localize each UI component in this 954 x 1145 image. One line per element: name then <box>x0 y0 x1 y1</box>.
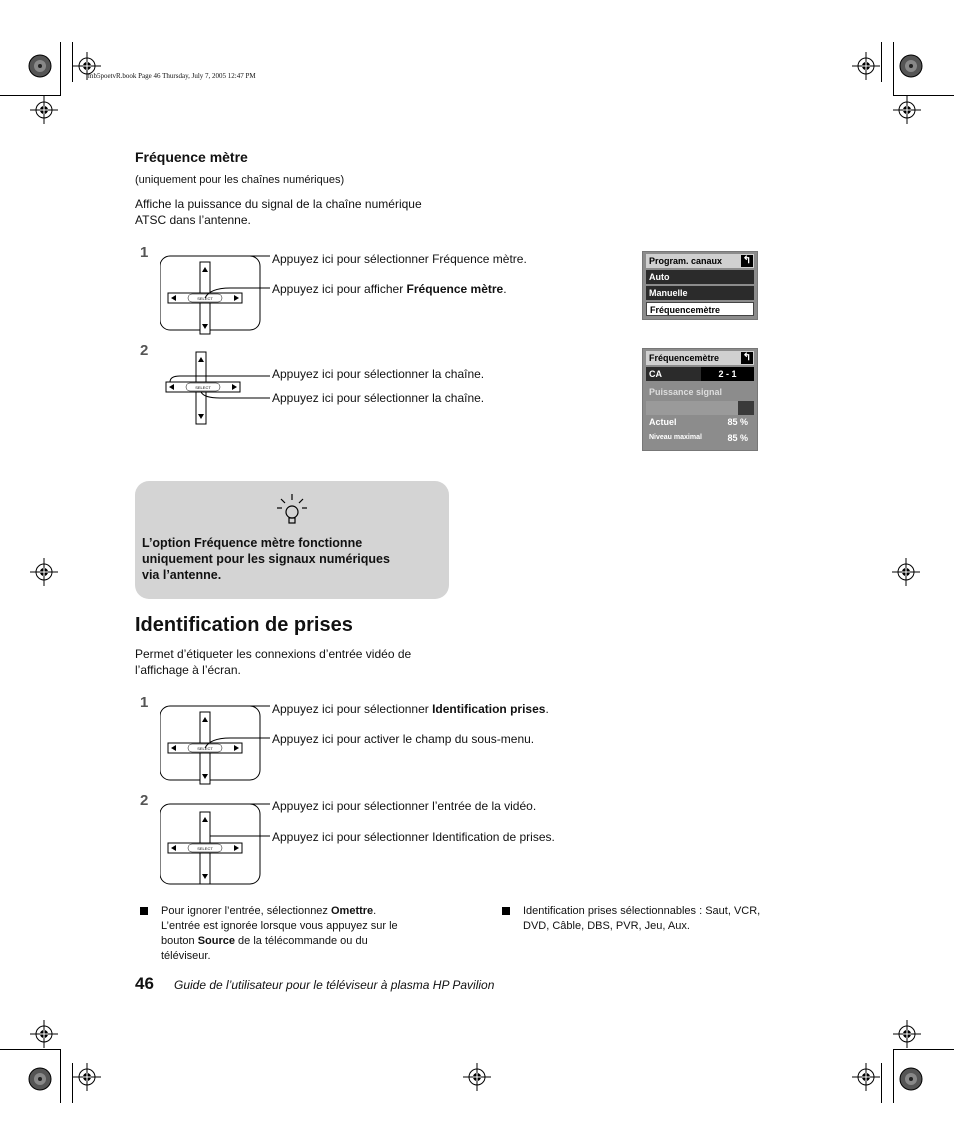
s2-step1-annotation-1: Appuyez ici pour sélectionner Identification prises. <box>272 702 549 716</box>
back-icon[interactable]: ↰ <box>742 255 752 266</box>
channel-row[interactable]: CA 2 - 1 <box>646 367 754 381</box>
bullet-icon <box>140 907 148 915</box>
color-target-icon <box>29 1068 51 1090</box>
dpad-diagram <box>160 250 270 340</box>
svg-text:SELECT: SELECT <box>197 846 213 851</box>
step1-annotation-1: Appuyez ici pour sélectionner Fréquence mètre. <box>272 252 527 266</box>
registration-mark-icon <box>892 558 920 586</box>
signal-bar-fill <box>646 401 738 415</box>
bullet-item-labels: Identification prises sélectionnables : Saut, VCR, DVD, Câble, DBS, PVR, Jeu, Aux. <box>523 905 761 932</box>
step-number: 2 <box>140 342 149 359</box>
step2-annotation-1: Appuyez ici pour sélectionner la chaîne. <box>272 367 485 381</box>
section2-desc-line1: Permet d’étiqueter les connexions d’entrée vidéo de <box>135 647 412 661</box>
actuel-row: Actuel 85 % <box>649 417 748 427</box>
tip-text: L’option Fréquence mètre fonctionne uniquement pour les signaux numériques via l’antenne. <box>142 536 390 582</box>
menu-title: Fréquencemètre ↰ <box>646 351 754 365</box>
registration-mark-icon <box>73 1063 101 1091</box>
section-note: (uniquement pour les chaînes numériques) <box>135 174 345 186</box>
tip-box <box>135 481 449 599</box>
registration-mark-icon <box>852 52 880 80</box>
section2-desc-line2: l’affichage à l’écran. <box>135 663 241 677</box>
svg-text:SELECT: SELECT <box>197 746 213 751</box>
print-info: mb5poetvR.book Page 46 Thursday, July 7, 2005 12:47 PM <box>88 72 256 80</box>
registration-mark-icon <box>30 96 58 124</box>
menu-item-signal-meter[interactable]: Fréquencemètre <box>646 302 754 316</box>
step1-annotation-2: Appuyez ici pour afficher Fréquence mètre. <box>272 282 507 296</box>
dpad-diagram <box>160 348 270 428</box>
section-desc-line2: ATSC dans l’antenne. <box>135 213 251 227</box>
registration-mark-icon <box>30 1020 58 1048</box>
step-number: 2 <box>140 792 149 809</box>
menu-item-auto[interactable]: Auto <box>646 270 754 284</box>
menu-title: Program. canaux ↰ <box>646 254 754 268</box>
signal-bar <box>646 401 754 415</box>
svg-text:SELECT: SELECT <box>195 385 211 390</box>
bullet-icon <box>502 907 510 915</box>
color-target-icon <box>29 55 51 77</box>
menu-item-manual[interactable]: Manuelle <box>646 286 754 300</box>
osd-menu-channel-program <box>642 251 758 320</box>
registration-mark-icon <box>893 96 921 124</box>
s2-step2-annotation-1: Appuyez ici pour sélectionner l’entrée de la vidéo. <box>272 799 537 813</box>
channel-value[interactable]: 2 - 1 <box>701 367 754 381</box>
dpad-diagram <box>160 798 270 890</box>
section-subtitle: Fréquence mètre <box>135 149 248 165</box>
step-number: 1 <box>140 694 149 711</box>
osd-menu-signal-meter <box>642 348 758 451</box>
dpad-diagram <box>160 700 270 790</box>
s2-step1-annotation-2: Appuyez ici pour activer le champ du sous-menu. <box>272 732 535 746</box>
s2-step2-annotation-2: Appuyez ici pour sélectionner Identification de prises. <box>272 830 555 844</box>
registration-mark-icon <box>852 1063 880 1091</box>
back-icon[interactable]: ↰ <box>742 352 752 363</box>
section-title: Identification de prises <box>135 614 353 636</box>
lightbulb-icon <box>275 491 309 527</box>
registration-mark-icon <box>463 1063 491 1091</box>
color-target-icon <box>900 55 922 77</box>
signal-label: Puissance signal <box>649 387 723 397</box>
step-number: 1 <box>140 244 149 261</box>
max-row: Niveau maximal 85 % <box>649 433 748 443</box>
registration-mark-icon <box>893 1020 921 1048</box>
section-desc-line1: Affiche la puissance du signal de la chaîne numérique <box>135 197 422 211</box>
registration-mark-icon <box>30 558 58 586</box>
footer-title: Guide de l’utilisateur pour le téléviseur à plasma HP Pavilion <box>174 978 495 992</box>
step2-annotation-2: Appuyez ici pour sélectionner la chaîne. <box>272 391 485 405</box>
svg-text:SELECT: SELECT <box>197 296 213 301</box>
bullet-item-skip: Pour ignorer l’entrée, sélectionnez Omettre. L’entrée est ignorée lorsque vous appuyez sur le bouton Source de la télécommande ou du téléviseur. <box>161 905 398 962</box>
page-number: 46 <box>135 974 154 993</box>
color-target-icon <box>900 1068 922 1090</box>
